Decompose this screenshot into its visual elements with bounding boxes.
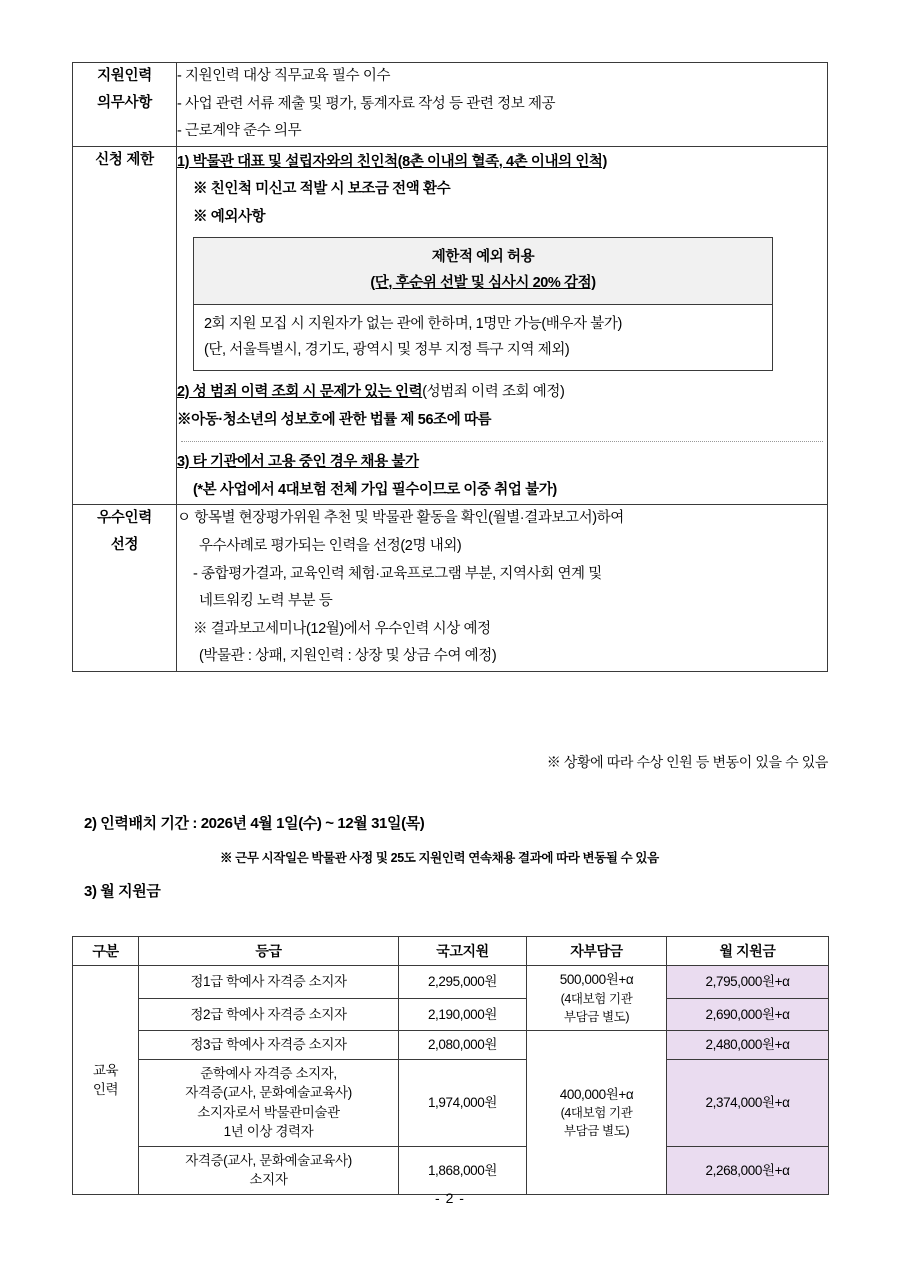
cell-grade <box>139 1059 399 1146</box>
cell-gov-support: 2,295,000원 <box>399 966 527 998</box>
dotted-divider <box>181 441 823 442</box>
exception-body-line-2: (단, 서울특별시, 경기도, 광역시 및 정부 지정 특구 지역 제외) <box>204 342 570 359</box>
exception-box-body <box>194 305 772 370</box>
restriction-item-2-title <box>177 379 827 407</box>
cell-gov-support: 1,974,000원 <box>399 1059 527 1146</box>
cell-monthly-support: 2,690,000원+α <box>667 998 829 1030</box>
restriction-item-2-title-main: 2) 성 범죄 이력 조회 시 문제가 있는 인력 <box>177 384 423 401</box>
exception-box-header <box>194 238 772 305</box>
row-label-excellence <box>73 505 177 671</box>
column-header-self-pay: 자부담금 <box>527 937 667 966</box>
duty-line: - 지원인력 대상 직무교육 필수 이수 <box>177 68 391 84</box>
self-pay-line-3: 부담금 별도) <box>563 1009 630 1024</box>
self-pay-line-3: 부담금 별도) <box>563 1124 630 1139</box>
cell-self-pay-2 <box>527 1031 667 1195</box>
cell-grade <box>139 1031 399 1060</box>
grade-line: 자격증(교사, 문화예술교육사) <box>185 1085 352 1101</box>
column-header-monthly: 월 지원금 <box>667 937 829 966</box>
table-row <box>73 998 829 1030</box>
column-header-gov-support: 국고지원 <box>399 937 527 966</box>
exception-header-line-1: 제한적 예외 허용 <box>431 249 535 266</box>
gubun-line: 인력 <box>92 1082 119 1098</box>
monthly-support-table-wrapper <box>72 936 828 1195</box>
excellence-line: 우수사례로 평가되는 인력을 선정(2명 내외) <box>199 537 462 554</box>
cell-gov-support: 2,190,000원 <box>399 998 527 1030</box>
table-row <box>73 1146 829 1194</box>
column-header-gubun: 구분 <box>73 937 139 966</box>
monthly-support-table <box>72 936 829 1195</box>
grade-line: 정2급 학예사 자격증 소지자 <box>190 1006 347 1022</box>
table-row <box>73 966 829 998</box>
cell-grade <box>139 998 399 1030</box>
restriction-item-2-title-tail: (성범죄 이력 조회 예정) <box>422 384 565 401</box>
self-pay-line-1: 400,000원+α <box>559 1086 634 1102</box>
cell-gov-support: 2,080,000원 <box>399 1031 527 1060</box>
row-label-line: 지원인력 <box>97 68 152 84</box>
cell-grade <box>139 966 399 998</box>
excellence-line: ㅇ 항목별 현장평가위원 추천 및 박물관 활동을 확인(월별·결과보고서)하여 <box>177 510 624 527</box>
grade-line: 소지자로서 박물관미술관 <box>197 1104 340 1120</box>
row-content-excellence <box>177 505 828 671</box>
section-2-title: 2) 인력배치 기간 : 2026년 4월 1일(수) ~ 12월 31일(목) <box>84 815 425 832</box>
cell-monthly-support: 2,795,000원+α <box>667 966 829 998</box>
cell-self-pay-1 <box>527 966 667 1031</box>
row-label-line: 우수인력 <box>97 510 152 527</box>
row-content-restrictions <box>177 146 828 505</box>
row-label-line: 의무사항 <box>97 94 152 111</box>
self-pay-line-2: (4대보험 기관 <box>560 991 633 1006</box>
grade-line: 소지자 <box>249 1172 288 1188</box>
duty-line: - 근로계약 준수 의무 <box>177 123 302 140</box>
grade-line: 준학예사 자격증 소지자, <box>200 1065 337 1081</box>
page-number: - 2 - <box>435 1190 465 1206</box>
restriction-item-2-note: ※아동·청소년의 성보호에 관한 법률 제 56조에 따름 <box>177 411 492 428</box>
restriction-item-1-title: 1) 박물관 대표 및 설립자와의 친인척(8촌 이내의 혈족, 4촌 이내의 인척) <box>177 153 607 170</box>
gubun-line: 교육 <box>92 1062 119 1078</box>
cell-monthly-support: 2,374,000원+α <box>667 1059 829 1146</box>
cell-gubun-education <box>73 966 139 1195</box>
table-row <box>73 1059 829 1146</box>
excellence-line: ※ 결과보고세미나(12월)에서 우수인력 시상 예정 <box>193 620 491 637</box>
row-label-line: 선정 <box>110 537 139 554</box>
grade-line: 1년 이상 경력자 <box>223 1124 314 1140</box>
restriction-item-1-note-1: ※ 친인척 미신고 적발 시 보조금 전액 환수 <box>193 181 451 198</box>
cell-grade <box>139 1146 399 1194</box>
excellence-line: - 종합평가결과, 교육인력 체험·교육프로그램 부분, 지역사회 연계 및 <box>193 565 602 582</box>
cell-gov-support: 1,868,000원 <box>399 1146 527 1194</box>
section-3-title: 3) 월 지원금 <box>84 883 161 900</box>
restriction-item-3-title: 3) 타 기관에서 고용 중인 경우 채용 불가 <box>177 454 419 471</box>
grade-line: 자격증(교사, 문화예술교육사) <box>185 1152 352 1168</box>
row-label-line: 신청 제한 <box>95 151 154 168</box>
section-2-note: ※ 근무 시작일은 박물관 사정 및 25도 지원인력 연속채용 결과에 따라 변동될 수 있음 <box>220 851 659 865</box>
exception-box <box>193 237 773 371</box>
table-row <box>73 1031 829 1060</box>
exception-header-line-2: (단, 후순위 선발 및 심사시 20% 감점) <box>370 274 596 291</box>
table-footnote: ※ 상황에 따라 수상 인원 등 변동이 있을 수 있음 <box>546 754 828 770</box>
restriction-item-1-note-2: ※ 예외사항 <box>193 208 266 225</box>
requirements-table <box>72 62 828 672</box>
table-header-row <box>73 937 829 966</box>
duty-line: - 사업 관련 서류 제출 및 평가, 통계자료 작성 등 관련 정보 제공 <box>177 95 556 112</box>
table-row <box>73 505 828 671</box>
table-row <box>73 63 828 147</box>
row-label-restrictions <box>73 146 177 505</box>
restriction-item-3-note: (*본 사업에서 4대보험 전체 가입 필수이므로 이중 취업 불가) <box>193 481 557 498</box>
cell-monthly-support: 2,268,000원+α <box>667 1146 829 1194</box>
row-content-duties <box>177 63 828 147</box>
grade-line: 정3급 학예사 자격증 소지자 <box>190 1037 347 1053</box>
self-pay-line-1: 500,000원+α <box>559 972 634 988</box>
excellence-line: 네트워킹 노력 부분 등 <box>199 593 333 610</box>
self-pay-line-2: (4대보험 기관 <box>560 1106 633 1121</box>
cell-monthly-support: 2,480,000원+α <box>667 1031 829 1060</box>
table-row <box>73 146 828 505</box>
exception-body-line-1: 2회 지원 모집 시 지원자가 없는 관에 한하며, 1명만 가능(배우자 불가) <box>204 316 622 333</box>
row-label-duties <box>73 63 177 147</box>
excellence-line: (박물관 : 상패, 지원인력 : 상장 및 상금 수여 예정) <box>199 648 497 665</box>
column-header-grade: 등급 <box>139 937 399 966</box>
grade-line: 정1급 학예사 자격증 소지자 <box>190 974 347 990</box>
